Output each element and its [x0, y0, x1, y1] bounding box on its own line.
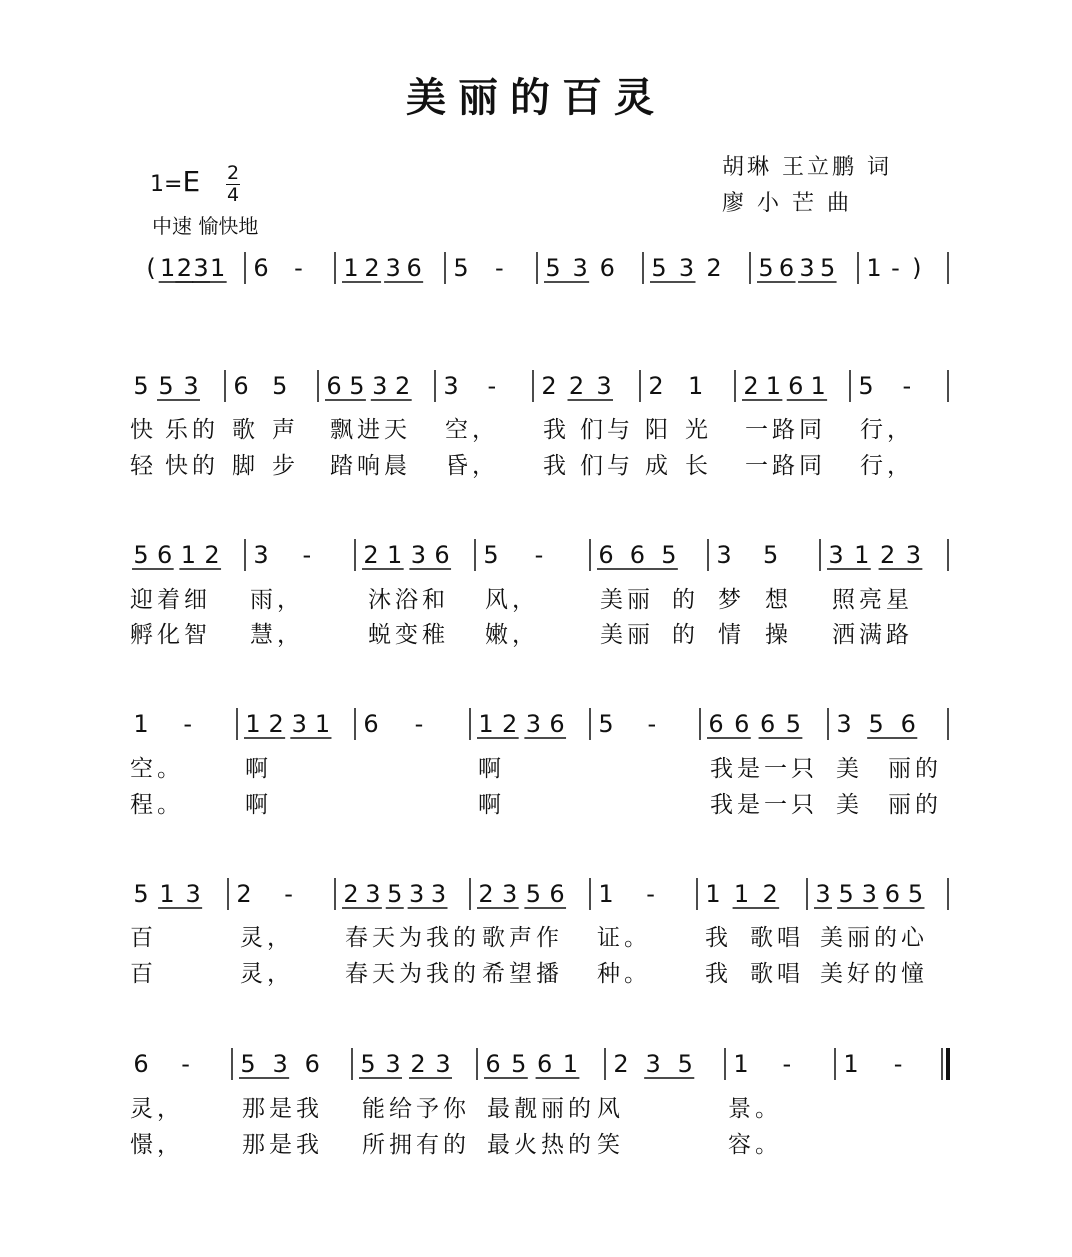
note-1-5-0: 2: [648, 372, 664, 400]
note-4-2-4: 3: [430, 880, 447, 908]
note-4-1-0: 2: [236, 880, 252, 908]
note-4-5-2: 2: [762, 880, 778, 908]
lyric-2-0-0: 迎着细: [130, 587, 211, 613]
note-3-5-3: 5: [785, 710, 802, 738]
lyric-3-1-5: 丽的: [888, 792, 942, 818]
dash-3-4-1: -: [647, 710, 657, 738]
note-0-2-2: 3: [385, 254, 401, 282]
note-1-1-0: 6: [233, 372, 249, 400]
note-1-5-1: 1: [687, 372, 704, 400]
note-1-0-0: 5: [133, 372, 149, 400]
note-4-3-1: 3: [502, 880, 518, 908]
lyric-3-1-0: 程。: [130, 792, 184, 818]
dash-5-5-1: -: [782, 1050, 792, 1078]
dash-0-3-1: -: [494, 254, 504, 282]
lyric-3-1-4: 美: [836, 792, 863, 818]
note-2-5-0: 3: [716, 541, 732, 569]
lyric-2-1-1: 慧，: [250, 622, 304, 648]
tempo-marking: 中速 愉快地: [152, 214, 259, 238]
lyric-2-0-7: 想: [765, 587, 792, 613]
lyric-1-0-2: 歌: [232, 417, 259, 443]
lyric-2-1-8: 洒满路: [832, 622, 913, 648]
dash-5-0-1: -: [181, 1050, 190, 1078]
lyric-1-1-8: 成: [645, 453, 672, 479]
note-4-4-0: 1: [598, 880, 614, 908]
lyric-5-0-1: 那是我: [242, 1096, 323, 1122]
lyric-1-0-4: 飘进天: [330, 417, 411, 443]
lyric-3-0-0: 空。: [130, 756, 184, 782]
note-2-6-2: 2: [879, 541, 896, 569]
note-0-2-1: 2: [364, 254, 380, 282]
note-1-6-0: 2: [743, 372, 759, 400]
note-2-6-0: 3: [828, 541, 844, 569]
lyric-3-1-1: 啊: [245, 792, 272, 818]
lyric-1-1-4: 踏响晨: [330, 453, 411, 479]
note-3-1-3: 1: [314, 710, 331, 738]
lyric-5-1-4: 笑: [597, 1132, 624, 1158]
lyric-1-0-1: 乐的: [165, 417, 219, 443]
lyric-4-1-1: 灵，: [240, 961, 294, 987]
lyric-2-0-5: 的: [672, 587, 699, 613]
note-5-6-0: 1: [843, 1050, 859, 1078]
lyric-2-1-7: 操: [765, 622, 792, 648]
note-5-2-3: 3: [435, 1050, 451, 1078]
note-1-2-0: 6: [326, 372, 342, 400]
lyric-2-1-4: 美丽: [600, 622, 654, 648]
note-4-6-1: 5: [838, 880, 854, 908]
lyric-5-1-2: 所拥有的: [362, 1132, 470, 1158]
lyric-5-1-3: 最火热的: [487, 1132, 595, 1158]
lyric-5-1-5: 容。: [728, 1132, 782, 1158]
note-2-0-3: 2: [204, 541, 220, 569]
note-5-3-0: 6: [485, 1050, 501, 1078]
note-5-2-1: 3: [385, 1050, 401, 1078]
note-3-6-0: 3: [836, 710, 852, 738]
note-5-1-0: 5: [240, 1050, 256, 1078]
lyric-1-1-5: 昏，: [445, 453, 499, 479]
note-4-3-0: 2: [478, 880, 494, 908]
lyric-1-1-1: 快的: [165, 453, 219, 479]
lyric-4-1-2: 春天为我的: [345, 961, 480, 987]
note-1-4-1: 2: [568, 372, 585, 400]
note-1-6-3: 1: [810, 372, 826, 400]
note-2-2-3: 6: [434, 541, 450, 569]
note-3-6-2: 6: [900, 710, 916, 738]
note-4-2-1: 3: [365, 880, 381, 908]
lyric-2-1-3: 嫩，: [485, 622, 539, 648]
lyric-1-0-10: 一路同: [745, 417, 826, 443]
lyric-3-0-4: 美: [836, 756, 863, 782]
note-2-0-0: 5: [133, 541, 149, 569]
note-1-2-3: 2: [395, 372, 411, 400]
dash-0-1-1: -: [294, 254, 303, 282]
lyric-1-1-9: 长: [685, 453, 712, 479]
note-5-4-1: 3: [645, 1050, 661, 1078]
note-2-5-1: 5: [763, 541, 779, 569]
note-0-5-1: 3: [678, 254, 695, 282]
note-0-0-3: 3: [193, 254, 209, 282]
time-signature-top: 2: [226, 162, 240, 184]
song-title: 美丽的百灵: [406, 74, 666, 121]
note-3-1-2: 3: [291, 710, 307, 738]
lyric-1-1-2: 脚: [232, 453, 259, 479]
lyric-4-1-0: 百: [130, 961, 157, 987]
note-4-0-1: 1: [159, 880, 175, 908]
note-2-1-0: 3: [253, 541, 269, 569]
note-2-0-1: 6: [157, 541, 173, 569]
note-1-1-1: 5: [272, 372, 288, 400]
note-4-2-2: 5: [387, 880, 403, 908]
lyric-4-0-1: 灵，: [240, 925, 294, 951]
lyric-1-1-6: 我: [543, 453, 570, 479]
lyric-4-1-3: 希望播: [482, 961, 563, 987]
note-5-4-2: 5: [677, 1050, 693, 1078]
note-0-7-0: 1: [866, 254, 882, 282]
note-0-6-2: 3: [799, 254, 815, 282]
note-4-5-1: 1: [733, 880, 750, 908]
lyric-2-0-3: 风，: [485, 587, 539, 613]
lyric-1-1-7: 们与: [580, 453, 634, 479]
note-0-3-0: 5: [453, 254, 469, 282]
dash-4-4-1: -: [646, 880, 655, 908]
dash-3-0-1: -: [183, 710, 193, 738]
note-3-4-0: 5: [598, 710, 614, 738]
lyric-4-1-4: 种。: [597, 961, 651, 987]
lyric-4-0-2: 春天为我的: [345, 925, 480, 951]
note-0-7-2: ): [912, 254, 922, 282]
lyric-3-1-3: 我是一只: [710, 792, 818, 818]
lyric-1-0-11: 行，: [860, 417, 914, 443]
note-2-4-0: 6: [598, 541, 614, 569]
lyric-2-0-4: 美丽: [600, 587, 654, 613]
note-3-0-0: 1: [133, 710, 149, 738]
note-0-0-1: 1: [160, 254, 176, 282]
lyric-1-1-0: 轻: [130, 453, 157, 479]
note-3-3-3: 6: [549, 710, 565, 738]
note-0-0-4: 1: [210, 254, 226, 282]
lyric-5-0-4: 风: [597, 1096, 624, 1122]
note-3-2-0: 6: [363, 710, 379, 738]
dash-3-2-1: -: [414, 710, 424, 738]
note-0-1-0: 6: [253, 254, 269, 282]
note-0-4-2: 6: [599, 254, 615, 282]
note-1-3-0: 3: [443, 372, 459, 400]
dash-2-1-1: -: [302, 541, 312, 569]
lyric-2-1-5: 的: [672, 622, 699, 648]
lyric-5-1-1: 那是我: [242, 1132, 323, 1158]
lyric-4-1-7: 美好的憧: [820, 961, 928, 987]
note-2-6-1: 1: [854, 541, 870, 569]
note-1-6-1: 1: [765, 372, 782, 400]
note-5-4-0: 2: [613, 1050, 629, 1078]
note-3-3-1: 2: [502, 710, 518, 738]
note-5-3-1: 5: [511, 1050, 527, 1078]
lyricist-credit: 胡琳 王立鹏 词: [722, 155, 892, 180]
time-signature-bottom: 4: [226, 184, 240, 206]
note-4-0-0: 5: [133, 880, 149, 908]
note-3-5-0: 6: [708, 710, 724, 738]
lyric-5-0-2: 能给予你: [362, 1096, 470, 1122]
note-4-6-2: 3: [861, 880, 877, 908]
lyric-4-0-4: 证。: [597, 925, 651, 951]
lyric-4-1-6: 歌唱: [750, 961, 804, 987]
note-1-4-0: 2: [541, 372, 557, 400]
note-5-3-3: 1: [562, 1050, 579, 1078]
note-4-0-2: 3: [185, 880, 201, 908]
lyric-3-0-2: 啊: [478, 756, 505, 782]
lyric-4-0-5: 我: [705, 925, 732, 951]
note-5-2-0: 5: [360, 1050, 376, 1078]
note-5-0-0: 6: [133, 1050, 149, 1078]
lyric-1-0-7: 们与: [580, 417, 634, 443]
note-3-5-1: 6: [734, 710, 750, 738]
note-1-7-0: 5: [858, 372, 874, 400]
lyric-5-0-3: 最靓丽的: [487, 1096, 595, 1122]
lyric-1-0-5: 空，: [445, 417, 499, 443]
note-4-2-3: 3: [408, 880, 425, 908]
lyric-1-0-6: 我: [543, 417, 570, 443]
lyric-2-0-1: 雨，: [250, 587, 304, 613]
dash-2-3-1: -: [534, 541, 544, 569]
lyric-2-1-0: 孵化智: [130, 622, 211, 648]
lyric-1-1-10: 一路同: [745, 453, 826, 479]
note-2-0-2: 1: [180, 541, 197, 569]
note-0-4-0: 5: [545, 254, 561, 282]
note-5-3-2: 6: [536, 1050, 553, 1078]
note-5-1-1: 3: [272, 1050, 288, 1078]
note-1-6-2: 6: [788, 372, 804, 400]
lyric-5-0-5: 景。: [728, 1096, 782, 1122]
note-4-6-4: 5: [907, 880, 924, 908]
note-4-6-0: 3: [815, 880, 831, 908]
note-0-6-0: 5: [758, 254, 774, 282]
note-5-2-2: 2: [410, 1050, 426, 1078]
note-0-2-3: 6: [406, 254, 422, 282]
lyric-1-1-3: 步: [272, 453, 299, 479]
note-4-3-2: 5: [525, 880, 542, 908]
note-3-3-0: 1: [478, 710, 494, 738]
note-0-0-0: (: [146, 254, 156, 282]
lyric-1-1-11: 行，: [860, 453, 914, 479]
lyric-4-0-0: 百: [130, 925, 157, 951]
composer-credit: 廖 小 芒 曲: [722, 191, 852, 216]
lyric-2-1-2: 蜕变稚: [368, 622, 449, 648]
note-3-1-1: 2: [268, 710, 284, 738]
note-1-4-2: 3: [596, 372, 612, 400]
note-5-5-0: 1: [733, 1050, 749, 1078]
note-3-1-0: 1: [245, 710, 261, 738]
lyric-3-1-2: 啊: [478, 792, 505, 818]
lyric-3-0-5: 丽的: [888, 756, 942, 782]
dash-4-1-1: -: [284, 880, 293, 908]
lyric-2-0-6: 梦: [718, 587, 745, 613]
dash-0-7-1: -: [891, 254, 900, 282]
note-2-3-0: 5: [483, 541, 499, 569]
lyric-1-0-8: 阳: [645, 417, 672, 443]
lyric-2-1-6: 情: [718, 622, 745, 648]
lyric-5-0-0: 灵，: [130, 1096, 184, 1122]
note-1-0-1: 5: [158, 372, 174, 400]
note-4-6-3: 6: [884, 880, 901, 908]
dash-1-3-1: -: [487, 372, 497, 400]
lyric-1-0-0: 快: [130, 417, 157, 443]
note-3-5-2: 6: [759, 710, 776, 738]
note-3-6-1: 5: [868, 710, 884, 738]
note-0-6-3: 5: [819, 254, 836, 282]
lyric-4-0-6: 歌唱: [750, 925, 804, 951]
note-0-5-2: 2: [706, 254, 722, 282]
lyric-4-1-5: 我: [705, 961, 732, 987]
note-2-4-2: 5: [661, 541, 677, 569]
lyric-1-0-9: 光: [685, 417, 712, 443]
note-1-2-2: 3: [372, 372, 388, 400]
key-prefix: 1=: [150, 172, 183, 197]
lyric-4-0-3: 歌声作: [482, 925, 563, 951]
note-0-4-1: 3: [572, 254, 588, 282]
dash-5-6-1: -: [893, 1050, 903, 1078]
note-2-2-2: 3: [410, 541, 427, 569]
lyric-2-0-2: 沐浴和: [368, 587, 449, 613]
lyric-5-1-0: 憬，: [130, 1132, 184, 1158]
note-2-4-1: 6: [629, 541, 646, 569]
note-2-2-0: 2: [363, 541, 379, 569]
note-4-2-0: 2: [343, 880, 359, 908]
note-1-2-1: 5: [349, 372, 365, 400]
lyric-1-0-3: 声: [272, 417, 299, 443]
note-4-5-0: 1: [705, 880, 721, 908]
note-1-0-2: 3: [183, 372, 199, 400]
lyric-2-0-8: 照亮星: [832, 587, 913, 613]
key-letter: E: [182, 165, 201, 198]
lyric-3-0-1: 啊: [245, 756, 272, 782]
lyric-4-0-7: 美丽的心: [820, 925, 928, 951]
note-2-6-3: 3: [905, 541, 922, 569]
note-4-3-3: 6: [549, 880, 565, 908]
note-0-2-0: 1: [343, 254, 359, 282]
note-0-5-0: 5: [651, 254, 667, 282]
note-2-2-1: 1: [387, 541, 403, 569]
note-3-3-2: 3: [525, 710, 542, 738]
note-0-6-1: 6: [778, 254, 795, 282]
dash-1-7-1: -: [902, 372, 912, 400]
note-5-1-2: 6: [304, 1050, 320, 1078]
note-0-0-2: 2: [176, 254, 192, 282]
lyric-3-0-3: 我是一只: [710, 756, 818, 782]
